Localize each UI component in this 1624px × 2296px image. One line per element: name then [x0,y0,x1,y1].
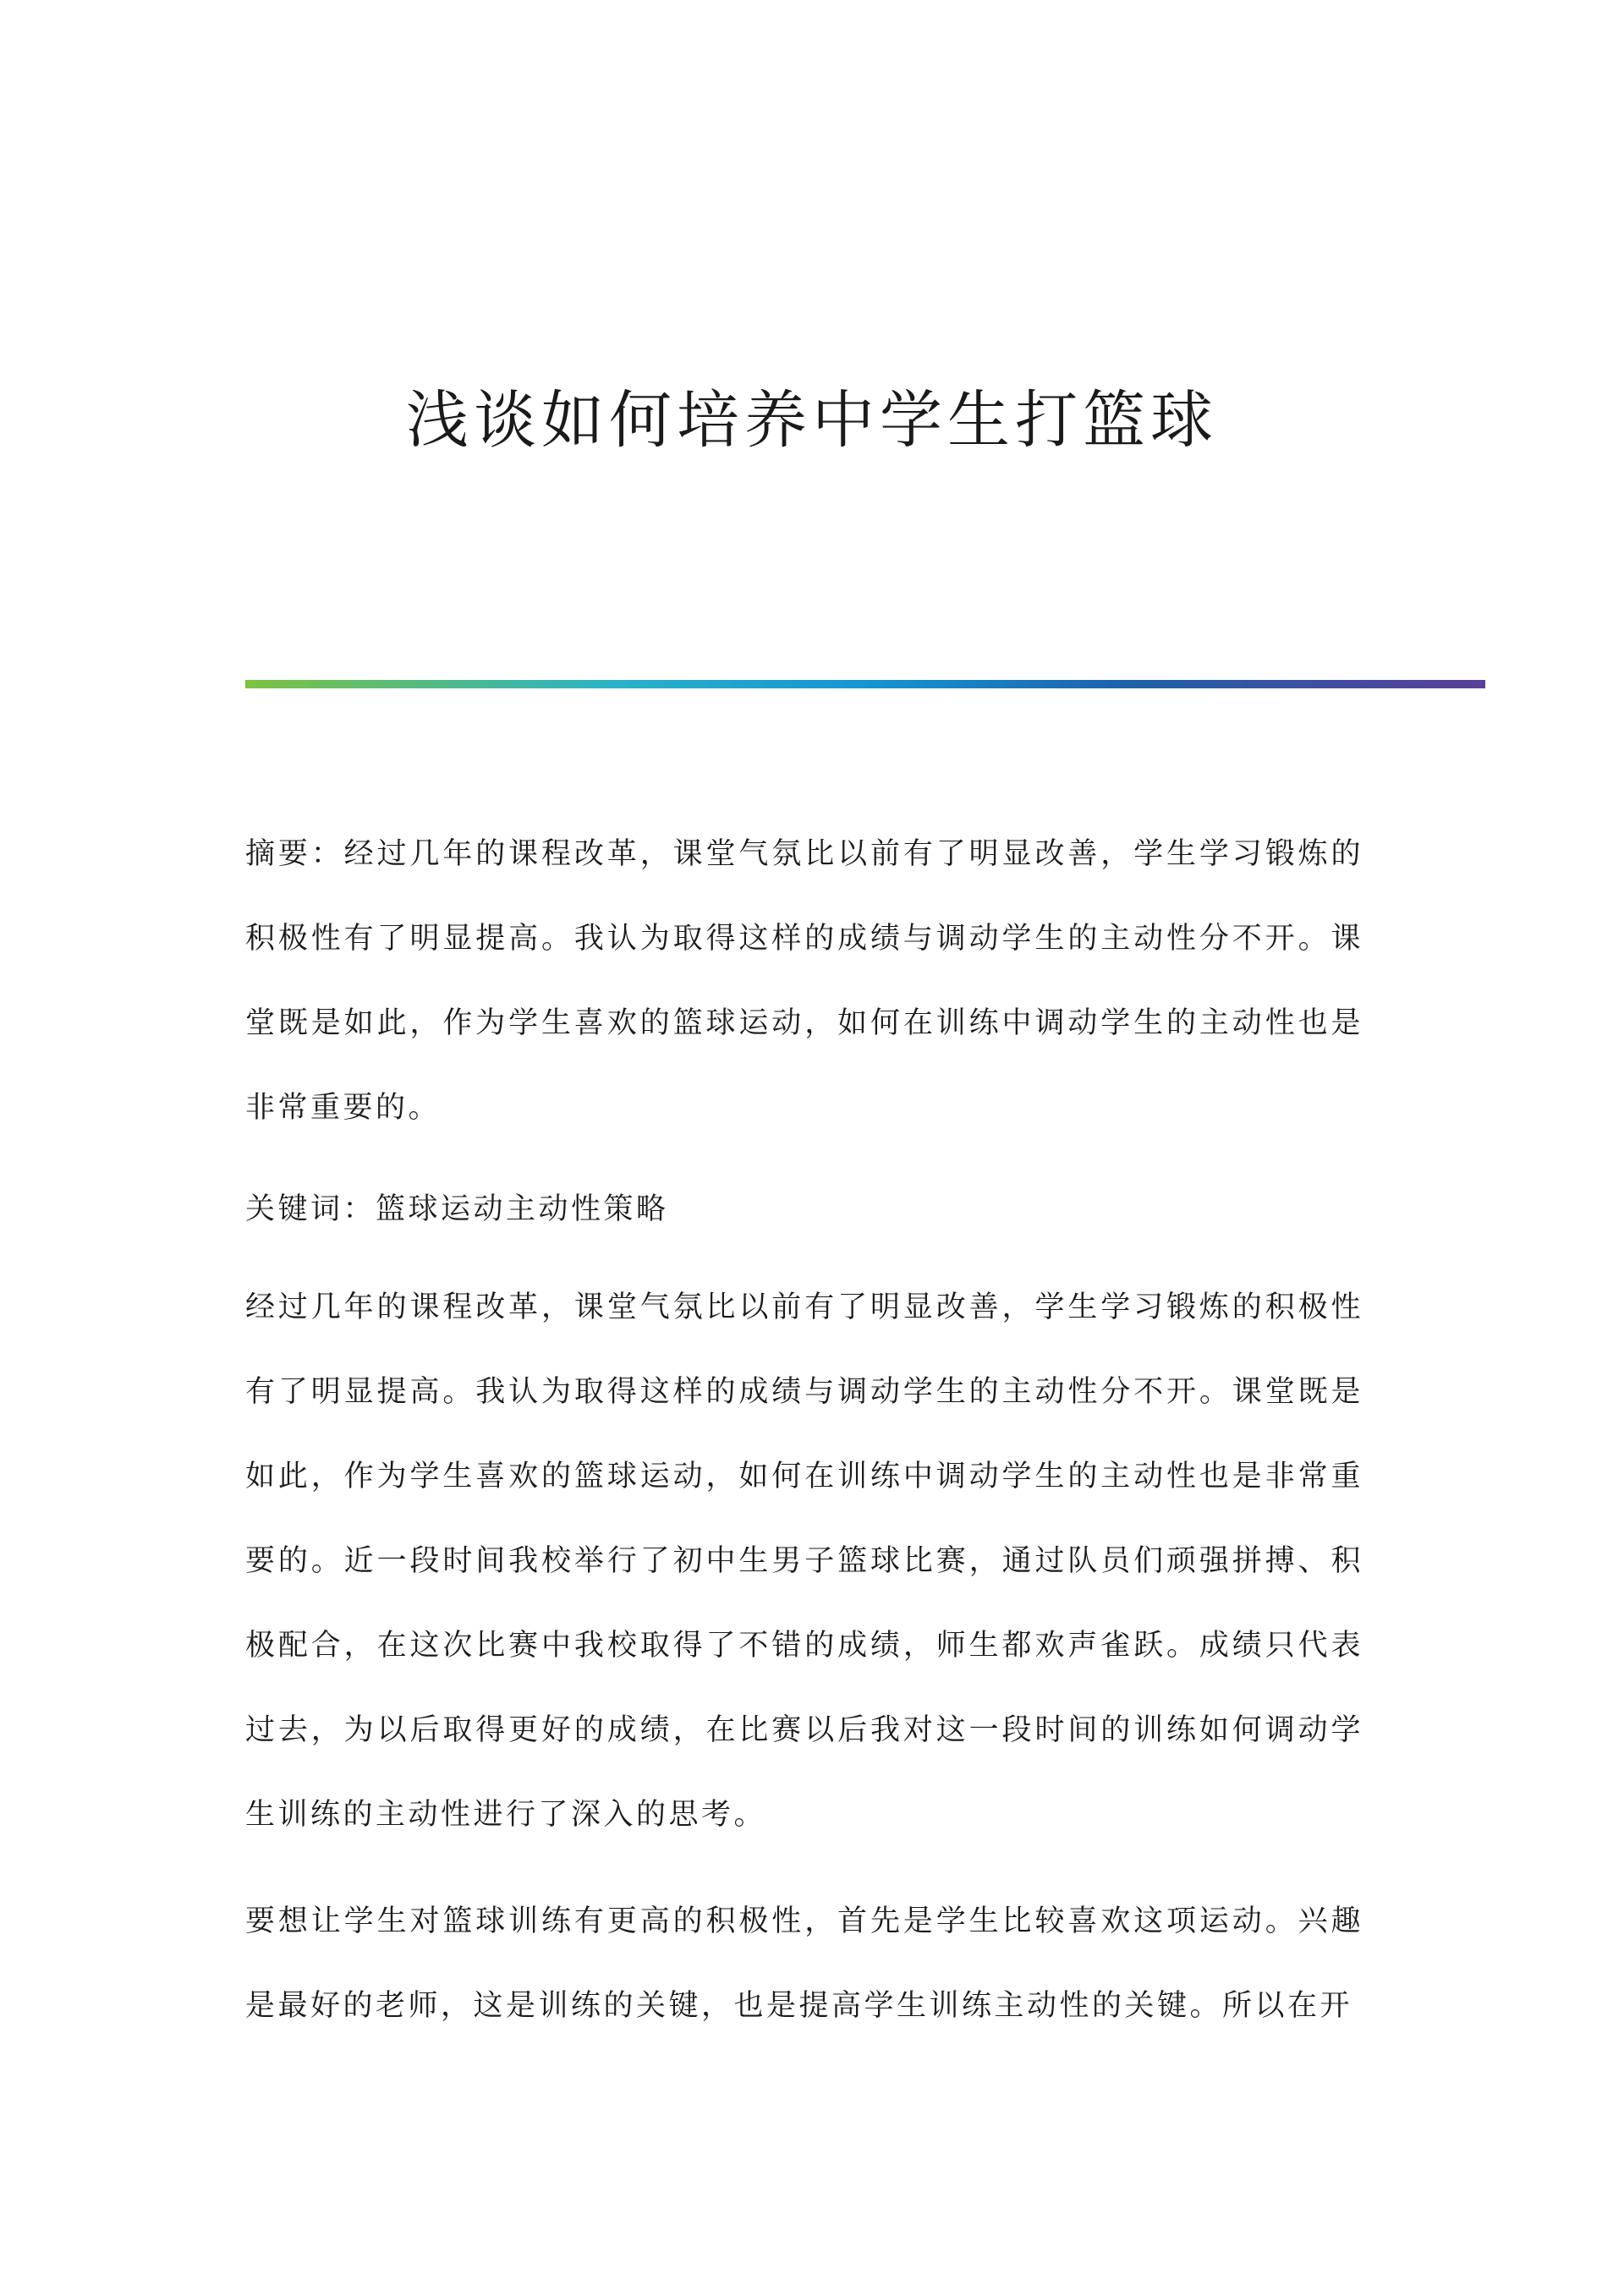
abstract-paragraph: 摘要：经过几年的课程改革，课堂气氛比以前有了明显改善，学生学习锻炼的积极性有了明显提高。我认为取得这样的成绩与调动学生的主动性分不开。课堂既是如此，作为学生喜欢的篮球运动，如何在训练中调动学生的主动性也是非常重要的。 [245,837,1363,1125]
document-title: 浅谈如何培养中学生打篮球 [406,384,1218,457]
body-paragraph-2: 要想让学生对篮球训练有更高的积极性，首先是学生比较喜欢这项运动。兴趣是最好的老师，这是训练的关键，也是提高学生训练主动性的关键。所以在开 [245,1904,1363,2023]
body-paragraph-1: 经过几年的课程改革，课堂气氛比以前有了明显改善，学生学习锻炼的积极性有了明显提高。我认为取得这样的成绩与调动学生的主动性分不开。课堂既是如此，作为学生喜欢的篮球运动，如何在训练中调动学生的主动性也是非常重要的。近一段时间我校举行了初中生男子篮球比赛，通过队员们顽强拼搏、积极配合，在这次比赛中我校取得了不错的成绩，师生都欢声雀跃。成绩只代表过去，为以后取得更好的成绩，在比赛以后我对这一段时间的训练如何调动学生训练的主动性进行了深入的思考。 [245,1290,1363,1832]
title-divider [245,680,1485,688]
keywords-line: 关键词：篮球运动主动性策略 [245,1192,669,1226]
